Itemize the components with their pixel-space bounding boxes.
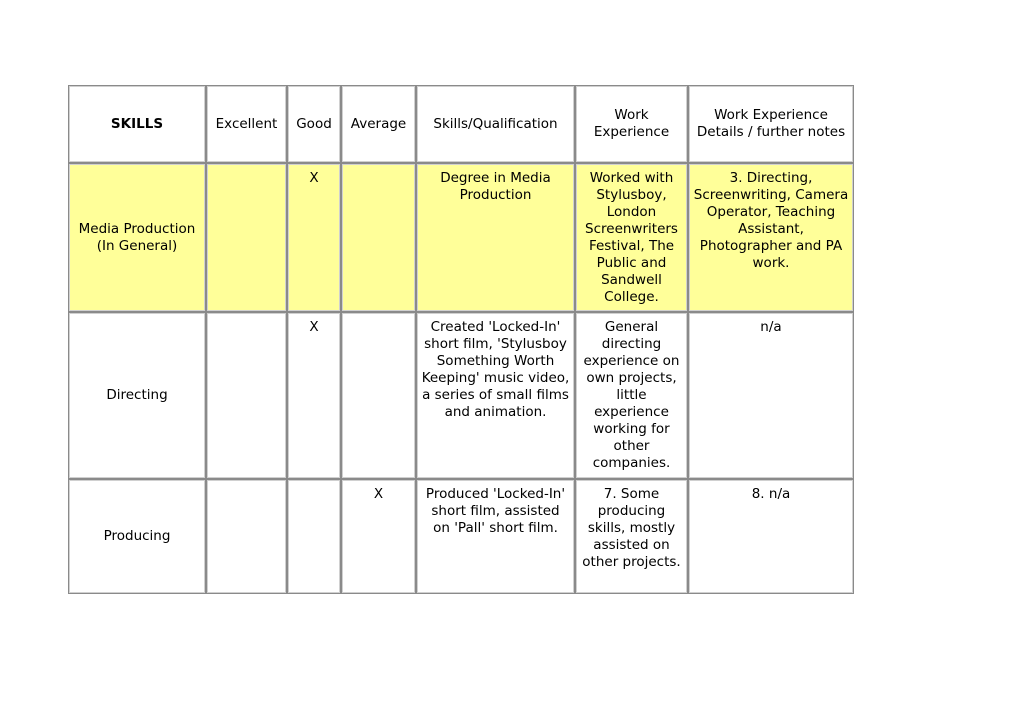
rating-excellent-cell: [206, 479, 287, 594]
rating-good-cell: X: [287, 163, 341, 312]
rating-excellent-cell: [206, 312, 287, 479]
header-work-experience: Work Experience: [575, 85, 688, 163]
skills-table: [68, 85, 854, 594]
header-qualification: Skills/Qualification: [416, 85, 575, 163]
qualification-cell: Produced 'Locked-In' short film, assisted on 'Pall' short film.: [416, 479, 575, 594]
rating-good-cell: [287, 479, 341, 594]
work-experience-cell: Worked with Stylusboy, London Screenwriters Festival, The Public and Sandwell College.: [575, 163, 688, 312]
details-cell: n/a: [688, 312, 854, 479]
work-experience-cell: General directing experience on own projects, little experience working for other companies.: [575, 312, 688, 479]
qualification-cell: Created 'Locked-In' short film, 'Stylusboy Something Worth Keeping' music video, a series of small films and animation.: [416, 312, 575, 479]
details-cell: 3. Directing, Screenwriting, Camera Operator, Teaching Assistant, Photographer and PA work.: [688, 163, 854, 312]
document-page: [68, 85, 854, 594]
table-row: [68, 163, 854, 312]
details-cell: 8. n/a: [688, 479, 854, 594]
rating-excellent-cell: [206, 163, 287, 312]
skill-name-cell: Producing: [68, 479, 206, 594]
table-header-row: [68, 85, 854, 163]
header-average: Average: [341, 85, 416, 163]
table-row: [68, 312, 854, 479]
skill-name-cell: Directing: [68, 312, 206, 479]
table-row: [68, 479, 854, 594]
skill-name-cell: Media Production (In General): [68, 163, 206, 312]
rating-average-cell: [341, 163, 416, 312]
work-experience-cell: 7. Some producing skills, mostly assisted on other projects.: [575, 479, 688, 594]
header-good: Good: [287, 85, 341, 163]
header-skills: SKILLS: [68, 85, 206, 163]
rating-average-cell: [341, 312, 416, 479]
header-excellent: Excellent: [206, 85, 287, 163]
rating-good-cell: X: [287, 312, 341, 479]
header-details: Work Experience Details / further notes: [688, 85, 854, 163]
qualification-cell: Degree in Media Production: [416, 163, 575, 312]
rating-average-cell: X: [341, 479, 416, 594]
